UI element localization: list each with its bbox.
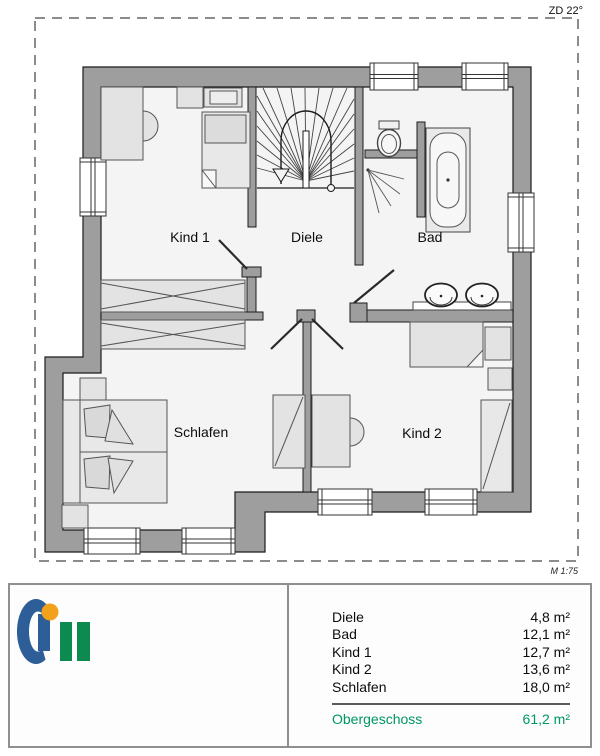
- table-row: [332, 609, 570, 626]
- stair-newel: [328, 185, 335, 192]
- shelf-inner-kind1: [210, 91, 237, 104]
- vanity-counter: [413, 302, 511, 310]
- nightstand-1: [80, 378, 106, 400]
- row-label: Diele: [332, 609, 364, 625]
- side-table-kind1: [177, 87, 203, 108]
- window-left: [80, 158, 106, 216]
- stair-stringer: [303, 131, 309, 188]
- row-value: 12,7 m²: [522, 643, 570, 660]
- logo-bar-1: [60, 622, 72, 661]
- logo-i-dot: [42, 604, 59, 621]
- door-post-cap-kind1: [242, 267, 261, 277]
- room-label-diele: Diele: [291, 229, 323, 245]
- logo-icon: [17, 599, 97, 669]
- row-label: Kind 1: [332, 643, 372, 660]
- window-bottom-schlafen-2: [182, 528, 235, 554]
- nightstand-2: [62, 505, 88, 528]
- washbasin-1: [425, 284, 457, 307]
- desk-kind2: [312, 395, 350, 467]
- toilet: [378, 130, 401, 157]
- total-label: Obergeschoss: [332, 711, 423, 728]
- row-value: 18,0 m²: [522, 678, 570, 695]
- wall-kind1-schlafen: [101, 312, 263, 320]
- total-row: [332, 711, 570, 727]
- window-bottom-kind2-2: [425, 489, 477, 515]
- row-label: Schlafen: [332, 678, 387, 695]
- room-label-kind2: Kind 2: [402, 425, 442, 441]
- room-label-schlafen: Schlafen: [173, 424, 229, 440]
- table-separator: [332, 703, 570, 705]
- wall-diele-bad: [355, 87, 363, 265]
- toilet-cistern: [379, 121, 399, 129]
- roof-pitch-label: ZD 22°: [548, 5, 583, 17]
- room-label-kind1: Kind 1: [170, 229, 210, 245]
- total-value: 61,2 m²: [522, 711, 570, 728]
- table-row: [332, 626, 570, 643]
- window-bottom-kind2-1: [318, 489, 372, 515]
- pillow-kind1: [205, 115, 246, 143]
- window-bottom-schlafen-1: [84, 528, 140, 554]
- shelf-kind2-a: [485, 327, 511, 360]
- row-value: 4,8 m²: [530, 609, 570, 625]
- row-value: 13,6 m²: [522, 661, 570, 678]
- bathtub-drain: [446, 178, 449, 181]
- area-table: [332, 609, 570, 727]
- company-logo: [17, 599, 97, 669]
- wall-shower-v: [417, 122, 425, 217]
- window-top-2: [462, 63, 508, 90]
- table-row: [332, 679, 570, 696]
- table-row: [332, 644, 570, 661]
- window-top-1: [370, 63, 418, 90]
- panel-divider: [287, 585, 289, 746]
- door-post-kind1: [247, 277, 256, 312]
- shelf-kind2-b: [488, 368, 512, 390]
- wall-basin: [352, 310, 513, 322]
- row-label: Bad: [332, 626, 357, 643]
- pillow-bottom: [84, 456, 110, 489]
- logo-bar-2: [77, 622, 90, 661]
- room-label-bad: Bad: [417, 229, 443, 245]
- scale-label: M 1:75: [550, 566, 578, 576]
- row-value: 12,1 m²: [522, 626, 570, 643]
- row-label: Kind 2: [332, 661, 372, 678]
- pillow-top: [84, 405, 110, 438]
- window-right: [508, 193, 534, 252]
- table-row: [332, 661, 570, 678]
- desk-kind1: [101, 87, 143, 160]
- washbasin-2: [466, 284, 498, 307]
- door-post-bad: [350, 303, 367, 322]
- wardrobe-kind2: [410, 322, 483, 367]
- legend-panel: [8, 583, 592, 748]
